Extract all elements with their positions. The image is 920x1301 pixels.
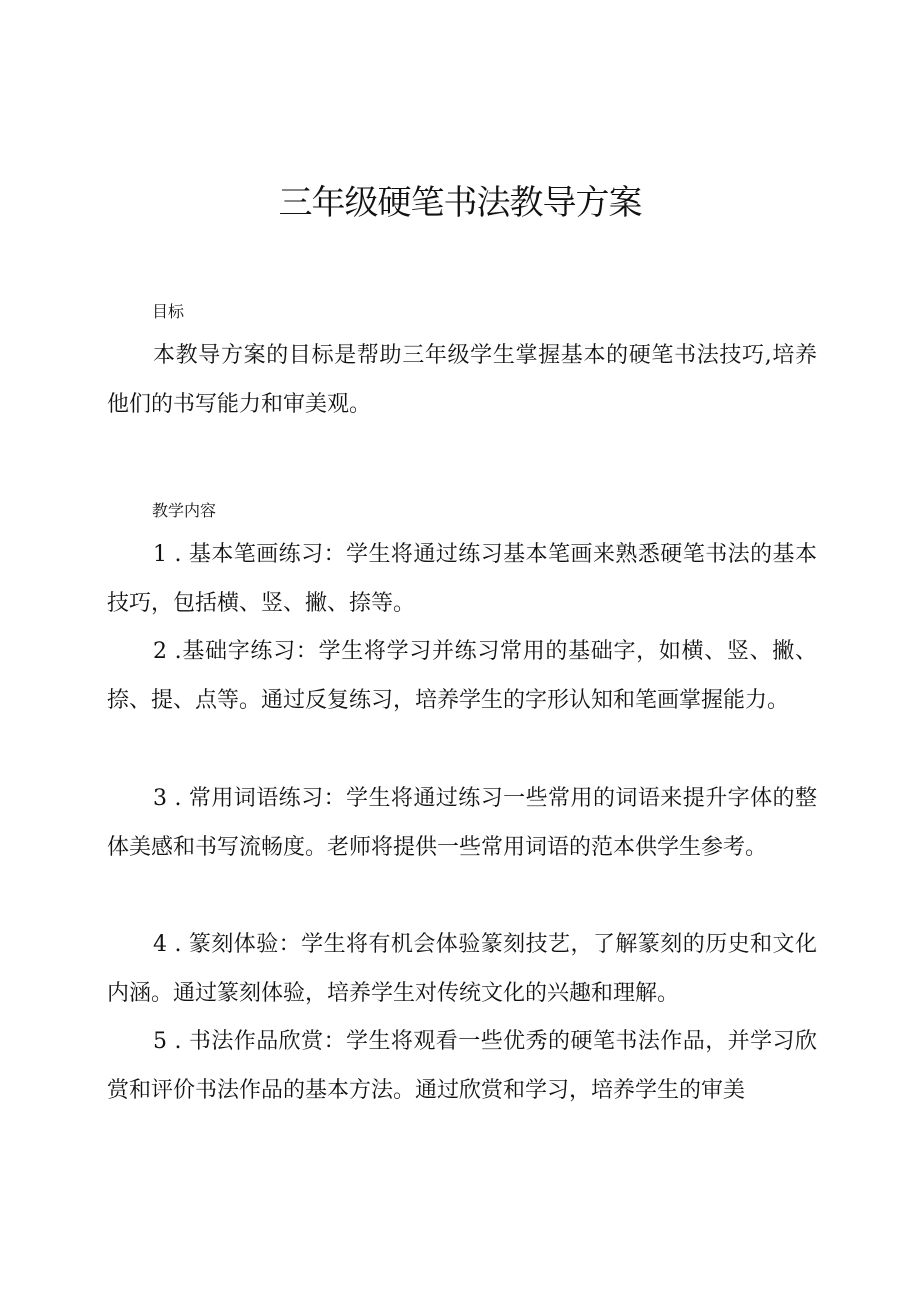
section-heading-goal: 目标 — [152, 302, 185, 321]
content-item-4: 4 . 篆刻体验：学生将有机会体验篆刻技艺，了解篆刻的历史和文化内涵。通过篆刻体验，培养学生对传统文化的兴趣和理解。 — [107, 932, 817, 1006]
content-item-5: 5 . 书法作品欣赏：学生将观看一些优秀的硬笔书法作品，并学习欣赏和评价书法作品的基本方法。通过欣赏和学习，培养学生的审美 — [107, 1029, 817, 1103]
section-heading-content: 教学内容 — [152, 501, 217, 520]
document-title: 三年级硬笔书法教导方案 — [278, 183, 642, 223]
goal-paragraph: 本教导方案的目标是帮助三年级学生掌握基本的硬笔书法技巧,培养他们的书写能力和审美观。 — [107, 343, 817, 417]
content-item-3: 3 . 常用词语练习：学生将通过练习一些常用的词语来提升字体的整体美感和书写流畅度。老师将提供一些常用词语的范本供学生参考。 — [107, 786, 817, 860]
content-item-2: 2 .基础字练习：学生将学习并练习常用的基础字，如横、竖、撇、捺、提、点等。通过反复练习，培养学生的字形认知和笔画掌握能力。 — [107, 639, 817, 713]
content-item-1: 1 . 基本笔画练习：学生将通过练习基本笔画来熟悉硬笔书法的基本技巧，包括横、竖、撇、捺等。 — [107, 542, 817, 616]
